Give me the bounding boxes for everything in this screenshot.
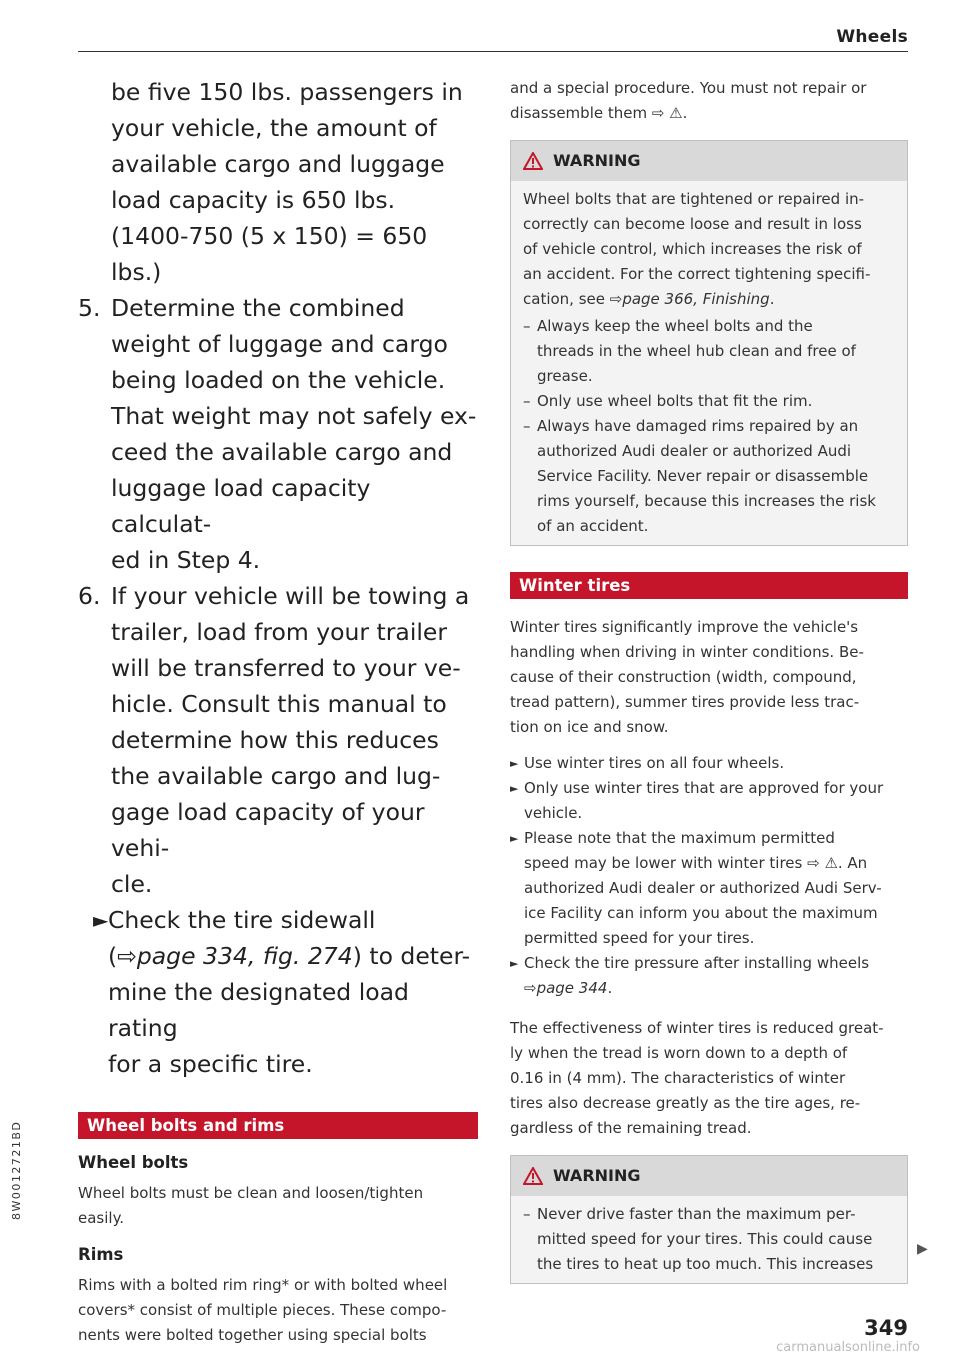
text-fragment: . — [769, 290, 775, 308]
text-line: weight of luggage and cargo — [111, 330, 448, 358]
paren-open: ( — [108, 942, 118, 970]
text-line: will be transferred to your ve- — [111, 654, 461, 682]
step-number: 6. — [78, 582, 101, 610]
text-line: nents were bolted together using special bolts — [78, 1326, 427, 1344]
warning-header — [511, 1156, 907, 1196]
step-number: 5. — [78, 294, 101, 322]
list-item — [510, 751, 908, 776]
text-line: ed in Step 4. — [111, 546, 261, 574]
dash-bullet: – — [523, 1205, 531, 1223]
right-column — [510, 76, 908, 1284]
text-line: for a specific tire. — [108, 1050, 313, 1078]
text-line: permitted speed for your tires. — [524, 929, 755, 947]
warning-list-item — [523, 1202, 895, 1277]
text-line: cle. — [111, 870, 153, 898]
text-line: trailer, load from your trailer — [111, 618, 448, 646]
text-line: Please note that the maximum permitted — [524, 829, 835, 847]
warning-body — [511, 1196, 907, 1283]
text-line: rims yourself, because this increases the risk — [537, 492, 876, 510]
text-line: Never drive faster than the maximum per- — [537, 1205, 856, 1223]
page-reference-link[interactable]: ⇨page 366, Finishing — [609, 290, 770, 308]
warning-triangle-icon — [523, 152, 543, 170]
wheel-bolts-text — [78, 1181, 478, 1231]
text-line — [523, 287, 895, 312]
text-line: tread pattern), summer tires provide less trac- — [510, 693, 860, 711]
text-line: grease. — [537, 367, 593, 385]
watermark-brand: carmanualsonline.info — [776, 1340, 920, 1355]
header-rule — [78, 51, 908, 52]
warning-box-wheel-bolts — [510, 140, 908, 546]
text-line: Winter tires significantly improve the vehicle's — [510, 618, 859, 636]
section-title-winter-tires: Winter tires — [510, 572, 908, 599]
rims-text-continued — [510, 76, 908, 126]
winter-tires-effectiveness — [510, 1016, 908, 1141]
warning-list-item — [523, 414, 895, 539]
text-line: luggage load capacity calculat- — [111, 474, 371, 538]
text-line: being loaded on the vehicle. — [111, 366, 446, 394]
text-line: Always keep the wheel bolts and the — [537, 317, 813, 335]
subheading-wheel-bolts: Wheel bolts — [78, 1153, 189, 1172]
text-line: of vehicle control, which increases the risk of — [523, 240, 862, 258]
triangle-bullet-icon: ► — [93, 908, 109, 932]
text-line: disassemble them ⇨ ⚠. — [510, 104, 688, 122]
dash-bullet: – — [523, 392, 531, 410]
triangle-bullet-icon: ► — [510, 832, 519, 845]
text-line: vehicle. — [524, 804, 583, 822]
subheading-rims: Rims — [78, 1245, 124, 1264]
check-sidewall-step — [78, 902, 478, 1082]
text-line: Only use wheel bolts that fit the rim. — [537, 392, 813, 410]
running-head: Wheels — [836, 27, 908, 47]
list-item — [510, 951, 908, 1001]
paren-close: ) to deter- — [352, 942, 471, 970]
text-line: ly when the tread is worn down to a depth of — [510, 1044, 848, 1062]
continued-arrow-icon: ▶ — [917, 1241, 928, 1257]
text-line: (1400-750 (5 x 150) = 650 — [111, 222, 428, 250]
text-line: load capacity is 650 lbs. — [111, 186, 396, 214]
text-line: gage load capacity of your vehi- — [111, 798, 425, 862]
warning-box-winter-tires — [510, 1155, 908, 1284]
left-column — [78, 74, 478, 1348]
text-line: be five 150 lbs. passengers in — [111, 78, 463, 106]
text-line: of an accident. — [537, 517, 649, 535]
warning-header — [511, 141, 907, 181]
text-line: an accident. For the correct tightening specifi- — [523, 265, 871, 283]
warning-label: WARNING — [553, 1166, 641, 1185]
list-item — [510, 776, 908, 826]
text-line: tires also decrease greatly as the tire ages, re- — [510, 1094, 861, 1112]
text-line: ice Facility can inform you about the maximum — [524, 904, 878, 922]
text-line: speed may be lower with winter tires ⇨ ⚠. An — [524, 854, 868, 872]
text-line: determine how this reduces — [111, 726, 439, 754]
text-line: Service Facility. Never repair or disassemble — [537, 467, 869, 485]
text-line: cause of their construction (width, compound, — [510, 668, 857, 686]
page-reference-link[interactable]: ⇨page 344 — [524, 979, 608, 997]
dash-bullet: – — [523, 417, 531, 435]
triangle-bullet-icon: ► — [510, 757, 519, 770]
text-line: Determine the combined — [111, 294, 405, 322]
text-line: available cargo and luggage — [111, 150, 445, 178]
text-line: the tires to heat up too much. This increases — [537, 1255, 874, 1273]
winter-tires-intro — [510, 615, 908, 740]
section-title-wheel-bolts-and-rims: Wheel bolts and rims — [78, 1112, 478, 1139]
text-line — [524, 976, 869, 1001]
warning-list-item — [523, 314, 895, 389]
text-line: threads in the wheel hub clean and free of — [537, 342, 856, 360]
text-line: Use winter tires on all four wheels. — [524, 754, 785, 772]
rims-text — [78, 1273, 478, 1348]
text-line: handling when driving in winter conditions. Be- — [510, 643, 864, 661]
warning-triangle-icon — [523, 1167, 543, 1185]
text-line: If your vehicle will be towing a — [111, 582, 470, 610]
triangle-bullet-icon: ► — [510, 782, 519, 795]
text-line: The effectiveness of winter tires is reduced great- — [510, 1019, 884, 1037]
text-line: authorized Audi dealer or authorized Audi Serv- — [524, 879, 882, 897]
text-line: Rims with a bolted rim ring* or with bolted wheel — [78, 1276, 448, 1294]
text-line: 0.16 in (4 mm). The characteristics of winter — [510, 1069, 846, 1087]
text-line: the available cargo and lug- — [111, 762, 441, 790]
step-6 — [78, 578, 478, 902]
text-fragment: . — [607, 979, 613, 997]
triangle-bullet-icon: ► — [510, 957, 519, 970]
text-line: gardless of the remaining tread. — [510, 1119, 752, 1137]
text-line: correctly can become loose and result in loss — [523, 215, 862, 233]
text-line: mitted speed for your tires. This could cause — [537, 1230, 873, 1248]
text-line: ceed the available cargo and — [111, 438, 453, 466]
page-reference-link[interactable]: ⇨page 334, fig. 274 — [117, 942, 353, 970]
warning-label: WARNING — [553, 151, 641, 170]
step-5 — [78, 290, 478, 578]
page-number: 349 — [864, 1316, 908, 1340]
text-line: Only use winter tires that are approved for your — [524, 779, 884, 797]
step4-continuation — [78, 74, 478, 290]
text-line: covers* consist of multiple pieces. These compo- — [78, 1301, 447, 1319]
dash-bullet: – — [523, 317, 531, 335]
text-line: and a special procedure. You must not repair or — [510, 79, 867, 97]
text-fragment: cation, see — [523, 290, 610, 308]
text-line: Check the tire sidewall — [108, 906, 376, 934]
text-line: tion on ice and snow. — [510, 718, 669, 736]
text-line: authorized Audi dealer or authorized Audi — [537, 442, 852, 460]
warning-list-item — [523, 389, 895, 414]
list-item — [510, 826, 908, 951]
text-line: mine the designated load rating — [108, 978, 409, 1042]
text-line: hicle. Consult this manual to — [111, 690, 447, 718]
text-line: easily. — [78, 1209, 125, 1227]
text-line: Wheel bolts must be clean and loosen/tighten — [78, 1184, 424, 1202]
text-line: Check the tire pressure after installing wheels — [524, 954, 870, 972]
text-line: That weight may not safely ex- — [111, 402, 477, 430]
text-line: Wheel bolts that are tightened or repaired in- — [523, 190, 865, 208]
text-line: your vehicle, the amount of — [111, 114, 437, 142]
document-code: 8W0012721BD — [10, 1120, 23, 1220]
text-line: lbs.) — [111, 258, 162, 286]
winter-tires-bullet-list — [510, 751, 908, 1001]
text-line: Always have damaged rims repaired by an — [537, 417, 859, 435]
warning-body — [511, 181, 907, 545]
text-line — [108, 938, 478, 974]
